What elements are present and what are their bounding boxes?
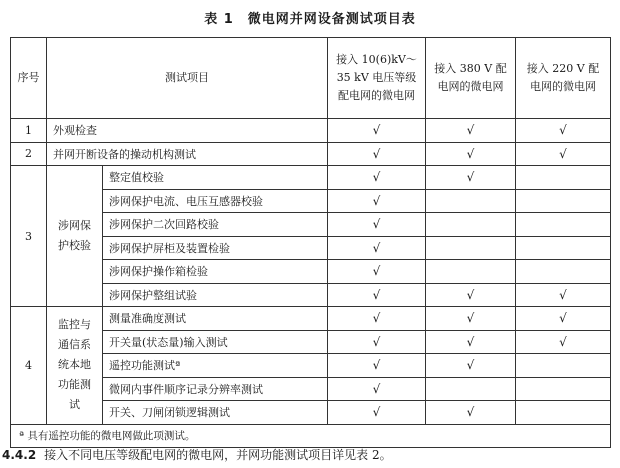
check-col3 [516, 213, 611, 237]
table-row [11, 119, 611, 143]
clause-paragraph [2, 446, 392, 463]
row-item: 测量准确度测试 [103, 307, 328, 331]
check-col2 [426, 236, 516, 260]
group-name: 涉网保护校验 [47, 166, 103, 307]
table-note: ª 具有遥控功能的微电网做此项测试。 [11, 424, 611, 447]
row-item: 涉网保护二次回路校验 [103, 213, 328, 237]
group-name: 监控与通信系统本地功能测试 [47, 307, 103, 425]
table-title: 表 1 微电网并网设备测试项目表 [204, 12, 416, 27]
row-item: 微网内事件顺序记录分辨率测试 [103, 377, 328, 401]
table-row [11, 142, 611, 166]
check-col1: √ [328, 166, 426, 190]
row-item: 外观检查 [47, 119, 328, 143]
check-col2: √ [426, 330, 516, 354]
check-col1: √ [328, 377, 426, 401]
header-col2: 接入 380 V 配电网的微电网 [426, 38, 516, 119]
check-col1: √ [328, 283, 426, 307]
header-seq: 序号 [11, 38, 47, 119]
test-items-table [10, 37, 611, 448]
row-seq: 1 [11, 119, 47, 143]
table-row [11, 307, 611, 331]
row-item: 涉网保护电流、电压互感器校验 [103, 189, 328, 213]
group-seq: 3 [11, 166, 47, 307]
check-col1: √ [328, 354, 426, 378]
check-col3: √ [516, 119, 611, 143]
check-col2: √ [426, 119, 516, 143]
header-col1: 接入 10(6)kV～35 kV 电压等级配电网的微电网 [328, 38, 426, 119]
check-col3 [516, 260, 611, 284]
check-col1: √ [328, 119, 426, 143]
check-col1: √ [328, 401, 426, 425]
check-col2 [426, 213, 516, 237]
check-col3: √ [516, 330, 611, 354]
header-item: 测试项目 [47, 38, 328, 119]
check-col2 [426, 260, 516, 284]
check-col3 [516, 166, 611, 190]
note-row [11, 424, 611, 447]
header-col3: 接入 220 V 配电网的微电网 [516, 38, 611, 119]
row-item: 涉网保护整组试验 [103, 283, 328, 307]
check-col2: √ [426, 307, 516, 331]
row-seq: 2 [11, 142, 47, 166]
row-item: 开关量(状态量)输入测试 [103, 330, 328, 354]
group-seq: 4 [11, 307, 47, 425]
check-col2 [426, 377, 516, 401]
check-col1: √ [328, 142, 426, 166]
check-col1: √ [328, 307, 426, 331]
clause-text: 接入不同电压等级配电网的微电网，并网功能测试项目详见表 2。 [44, 448, 392, 462]
row-item: 并网开断设备的操动机构测试 [47, 142, 328, 166]
row-item: 遥控功能测试ª [103, 354, 328, 378]
check-col3 [516, 377, 611, 401]
check-col2: √ [426, 142, 516, 166]
check-col2 [426, 189, 516, 213]
row-item: 开关、刀闸闭锁逻辑测试 [103, 401, 328, 425]
check-col3: √ [516, 142, 611, 166]
check-col2: √ [426, 166, 516, 190]
check-col3 [516, 236, 611, 260]
check-col3 [516, 189, 611, 213]
check-col1: √ [328, 260, 426, 284]
check-col2: √ [426, 401, 516, 425]
table-row [11, 166, 611, 190]
check-col1: √ [328, 189, 426, 213]
check-col2: √ [426, 283, 516, 307]
row-item: 涉网保护操作箱检验 [103, 260, 328, 284]
row-item: 涉网保护屏柜及装置检验 [103, 236, 328, 260]
check-col1: √ [328, 330, 426, 354]
header-row [11, 38, 611, 119]
clause-number: 4.4.2 [2, 448, 37, 462]
check-col3 [516, 401, 611, 425]
check-col2: √ [426, 354, 516, 378]
row-item: 整定值校验 [103, 166, 328, 190]
check-col3: √ [516, 307, 611, 331]
check-col1: √ [328, 236, 426, 260]
check-col3 [516, 354, 611, 378]
check-col1: √ [328, 213, 426, 237]
check-col3: √ [516, 283, 611, 307]
